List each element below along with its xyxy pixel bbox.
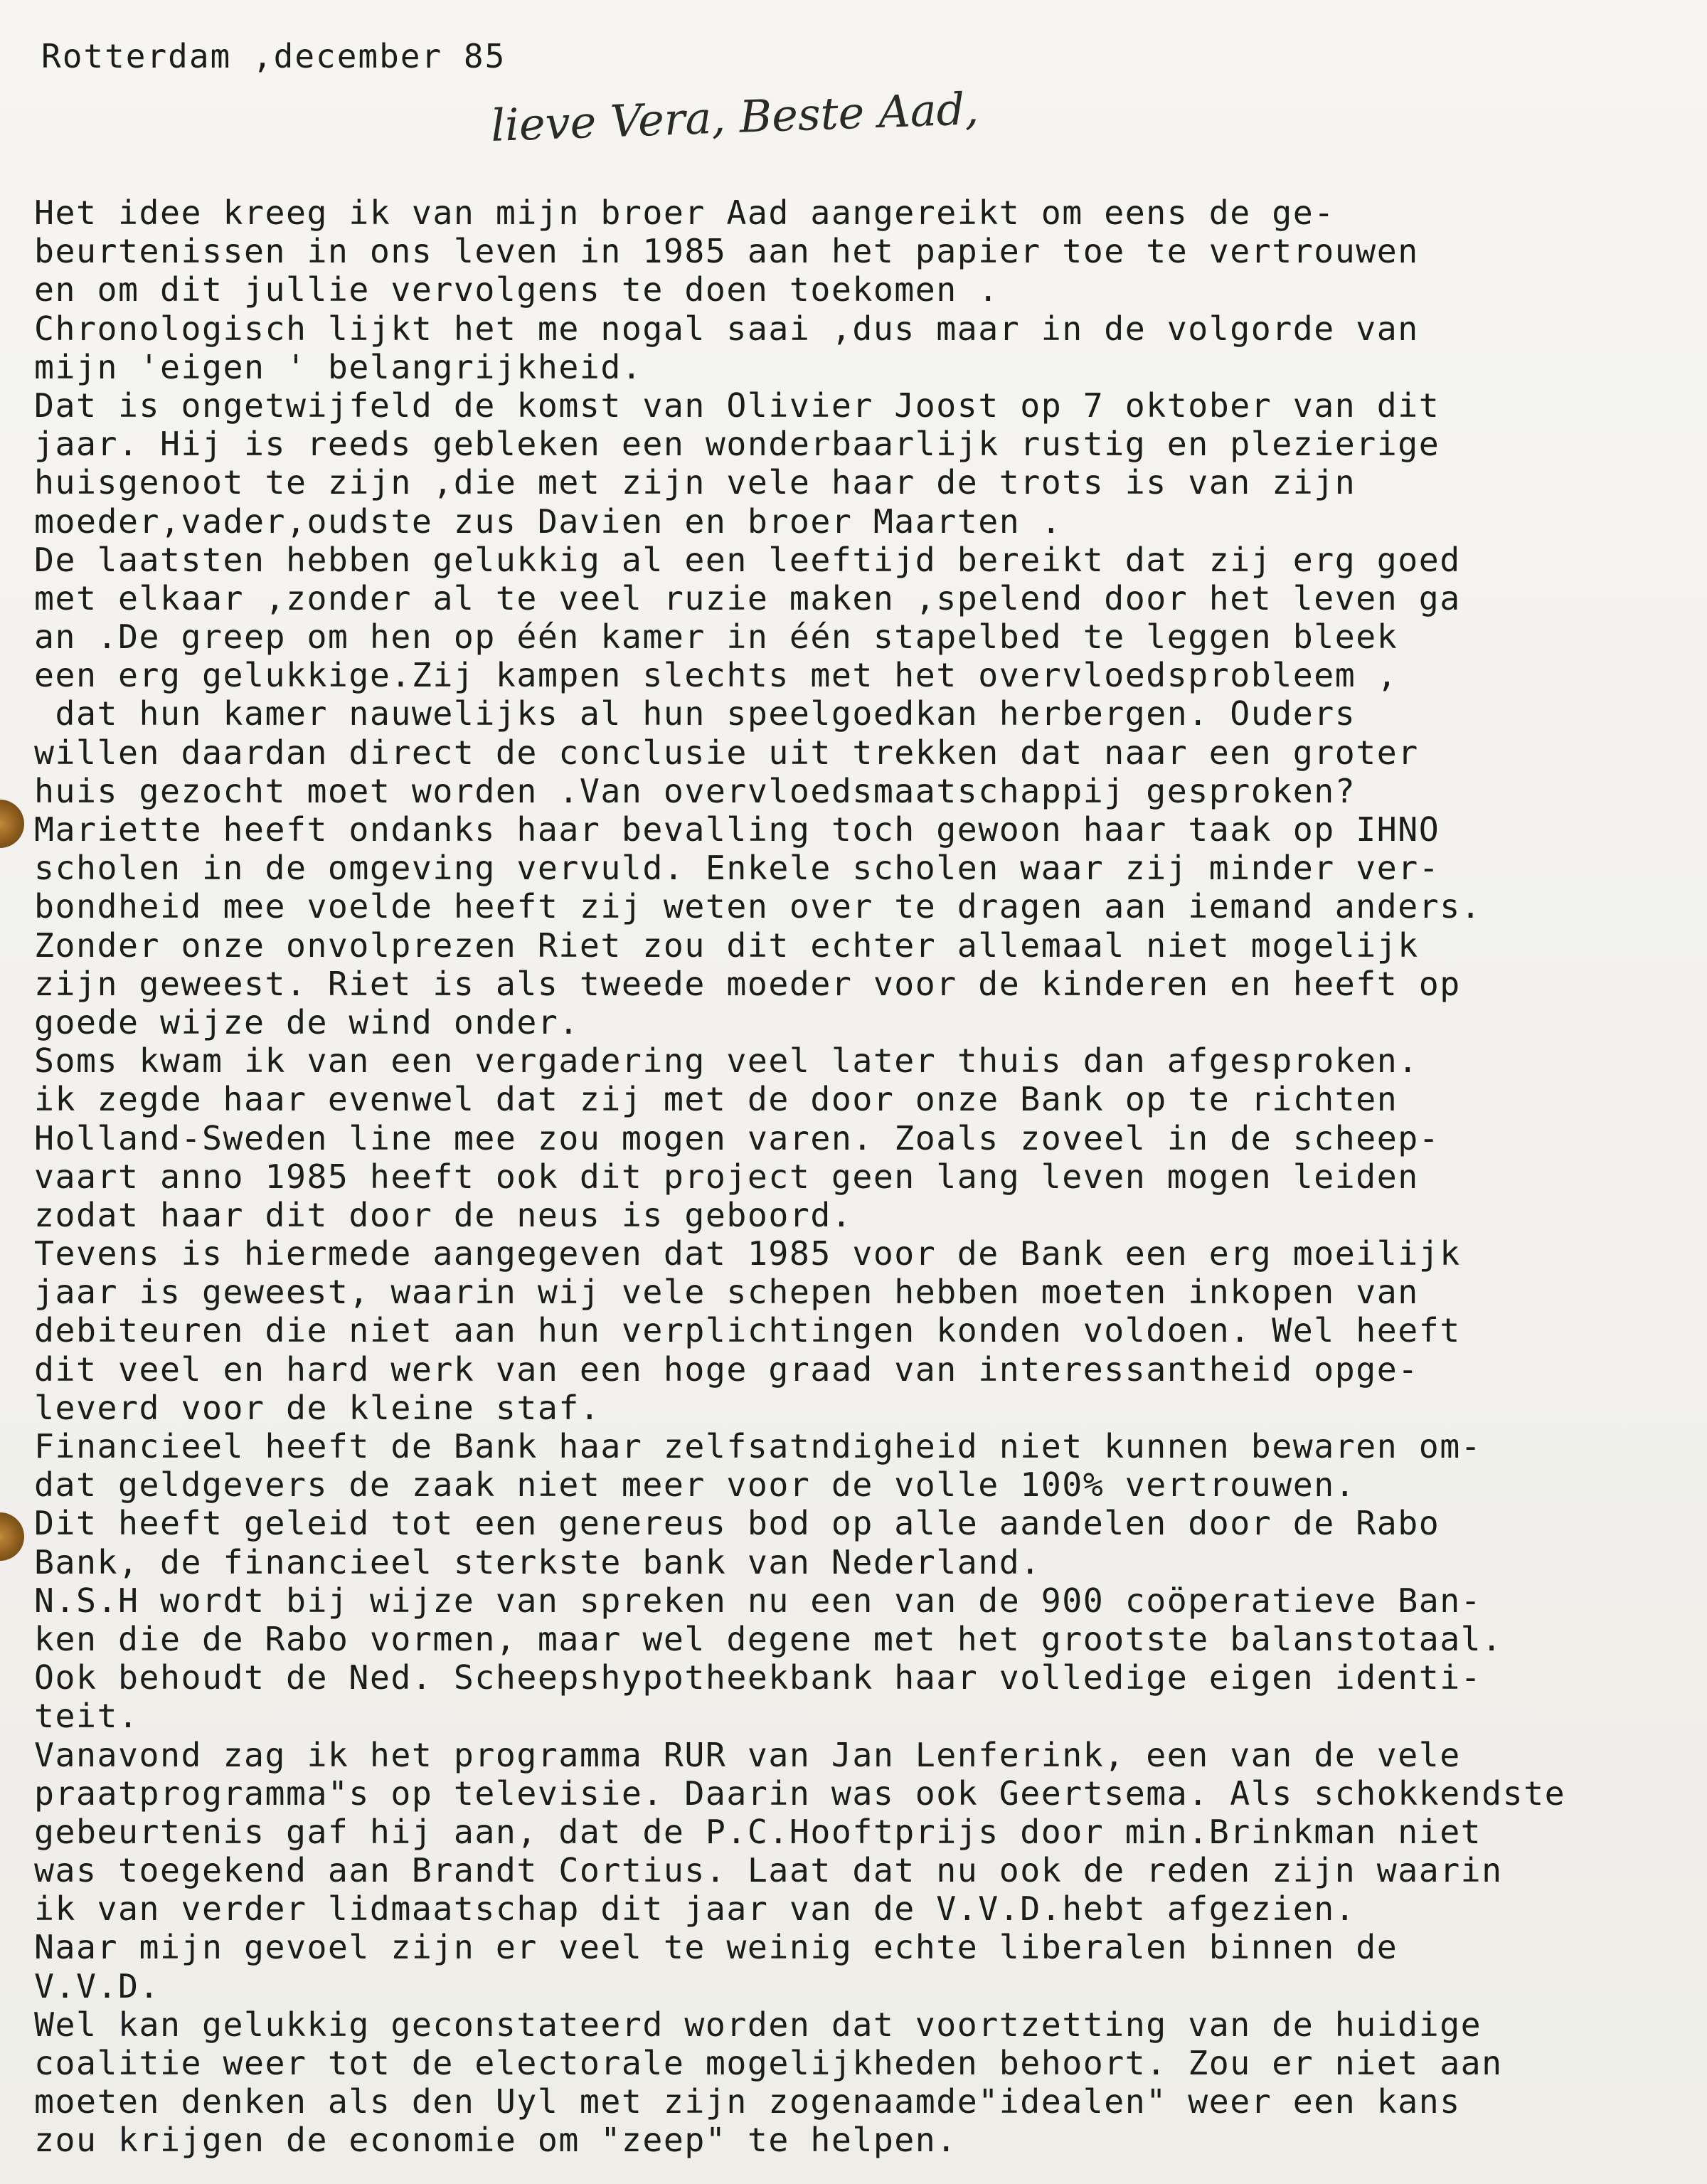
- letter-body: [34, 194, 1684, 2160]
- punch-hole: [0, 800, 24, 848]
- letter-line: teit.: [34, 1697, 139, 1736]
- letter-line: en om dit jullie vervolgens te doen toekomen .: [34, 270, 999, 309]
- letter-line: een erg gelukkige.Zij kampen slechts met het overvloedsprobleem ,: [34, 656, 1398, 695]
- letter-line: Het idee kreeg ik van mijn broer Aad aangereikt om eens de ge-: [34, 194, 1335, 232]
- letter-line: Zonder onze onvolprezen Riet zou dit echter allemaal niet mogelijk: [34, 926, 1419, 965]
- letter-line: Naar mijn gevoel zijn er veel te weinig echte liberalen binnen de: [34, 1928, 1398, 1967]
- letter-line: vaart anno 1985 heeft ook dit project geen lang leven mogen leiden: [34, 1157, 1419, 1196]
- letter-line: huis gezocht moet worden .Van overvloedsmaatschappij gesproken?: [34, 771, 1356, 810]
- letter-line: dat hun kamer nauwelijks al hun speelgoedkan herbergen. Ouders: [34, 694, 1356, 733]
- letter-line: Tevens is hiermede aangegeven dat 1985 voor de Bank een erg moeilijk: [34, 1234, 1461, 1273]
- letter-line: Wel kan gelukkig geconstateerd worden dat voortzetting van de huidige: [34, 2005, 1482, 2044]
- letter-line: debiteuren die niet aan hun verplichtingen konden voldoen. Wel heeft: [34, 1311, 1461, 1350]
- letter-line: Holland-Sweden line mee zou mogen varen. Zoals zoveel in de scheep-: [34, 1118, 1440, 1157]
- letter-line: Chronologisch lijkt het me nogal saai ,dus maar in de volgorde van: [34, 309, 1419, 348]
- letter-line: Ook behoudt de Ned. Scheepshypotheekbank haar volledige eigen identi-: [34, 1658, 1482, 1697]
- letter-line: dat geldgevers de zaak niet meer voor de volle 100% vertrouwen.: [34, 1465, 1356, 1505]
- letter-line: jaar is geweest, waarin wij vele schepen hebben moeten inkopen van: [34, 1273, 1419, 1312]
- handwritten-salutation: lieve Vera, Beste Aad,: [489, 83, 980, 152]
- letter-line: ik van verder lidmaatschap dit jaar van de V.V.D.hebt afgezien.: [34, 1889, 1356, 1929]
- letter-line: an .De greep om hen op één kamer in één stapelbed te leggen bleek: [34, 617, 1398, 657]
- letter-line: N.S.H wordt bij wijze van spreken nu een van de 900 coöperatieve Ban-: [34, 1581, 1482, 1620]
- letter-line: was toegekend aan Brandt Cortius. Laat dat nu ook de reden zijn waarin: [34, 1851, 1503, 1890]
- letter-line: dit veel en hard werk van een hoge graad van interessantheid opge-: [34, 1350, 1419, 1389]
- letter-line: Dit heeft geleid tot een genereus bod op alle aandelen door de Rabo: [34, 1504, 1440, 1543]
- letter-line: coalitie weer tot de electorale mogelijkheden behoort. Zou er niet aan: [34, 2044, 1503, 2082]
- letter-line: praatprogramma"s op televisie. Daarin was ook Geertsema. Als schokkendste: [34, 1774, 1566, 1813]
- letter-line: goede wijze de wind onder.: [34, 1002, 580, 1041]
- letter-line: ken die de Rabo vormen, maar wel degene met het grootste balanstotaal.: [34, 1619, 1503, 1658]
- letter-line: moeder,vader,oudste zus Davien en broer Maarten .: [34, 502, 1063, 541]
- letter-line: moeten denken als den Uyl met zijn zogenaamde"idealen" weer een kans: [34, 2082, 1461, 2121]
- letter-line: Vanavond zag ik het programma RUR van Jan Lenferink, een van de vele: [34, 1735, 1461, 1774]
- letter-line: huisgenoot te zijn ,die met zijn vele haar de trots is van zijn: [34, 463, 1356, 502]
- letter-line: willen daardan direct de conclusie uit trekken dat naar een groter: [34, 733, 1419, 772]
- letter-line: zodat haar dit door de neus is geboord.: [34, 1195, 853, 1234]
- letter-line: Bank, de financieel sterkste bank van Nederland.: [34, 1542, 1041, 1581]
- letter-line: Mariette heeft ondanks haar bevalling toch gewoon haar taak op IHNO: [34, 810, 1440, 849]
- letter-line: gebeurtenis gaf hij aan, dat de P.C.Hooftprijs door min.Brinkman niet: [34, 1812, 1482, 1851]
- letter-line: ik zegde haar evenwel dat zij met de door onze Bank op te richten: [34, 1080, 1398, 1119]
- letter-dateline: Rotterdam ,december 85: [41, 37, 506, 75]
- letter-line: beurtenissen in ons leven in 1985 aan het papier toe te vertrouwen: [34, 232, 1419, 271]
- letter-line: jaar. Hij is reeds gebleken een wonderbaarlijk rustig en plezierige: [34, 425, 1440, 464]
- letter-line: V.V.D.: [34, 1966, 160, 2005]
- letter-line: Dat is ongetwijfeld de komst van Olivier Joost op 7 oktober van dit: [34, 386, 1440, 425]
- letter-line: bondheid mee voelde heeft zij weten over te dragen aan iemand anders.: [34, 887, 1482, 926]
- letter-line: Financieel heeft de Bank haar zelfsatndigheid niet kunnen bewaren om-: [34, 1427, 1482, 1465]
- letter-line: scholen in de omgeving vervuld. Enkele scholen waar zij minder ver-: [34, 849, 1440, 888]
- letter-line: zijn geweest. Riet is als tweede moeder voor de kinderen en heeft op: [34, 964, 1461, 1003]
- punch-hole: [0, 1512, 24, 1561]
- letter-line: leverd voor de kleine staf.: [34, 1388, 601, 1427]
- letter-line: mijn 'eigen ' belangrijkheid.: [34, 347, 643, 386]
- letter-line: De laatsten hebben gelukkig al een leeftijd bereikt dat zij erg goed: [34, 540, 1461, 579]
- letter-line: Soms kwam ik van een vergadering veel later thuis dan afgesproken.: [34, 1041, 1419, 1081]
- letter-line: met elkaar ,zonder al te veel ruzie maken ,spelend door het leven ga: [34, 578, 1461, 617]
- letter-line: zou krijgen de economie om "zeep" te helpen.: [34, 2121, 957, 2160]
